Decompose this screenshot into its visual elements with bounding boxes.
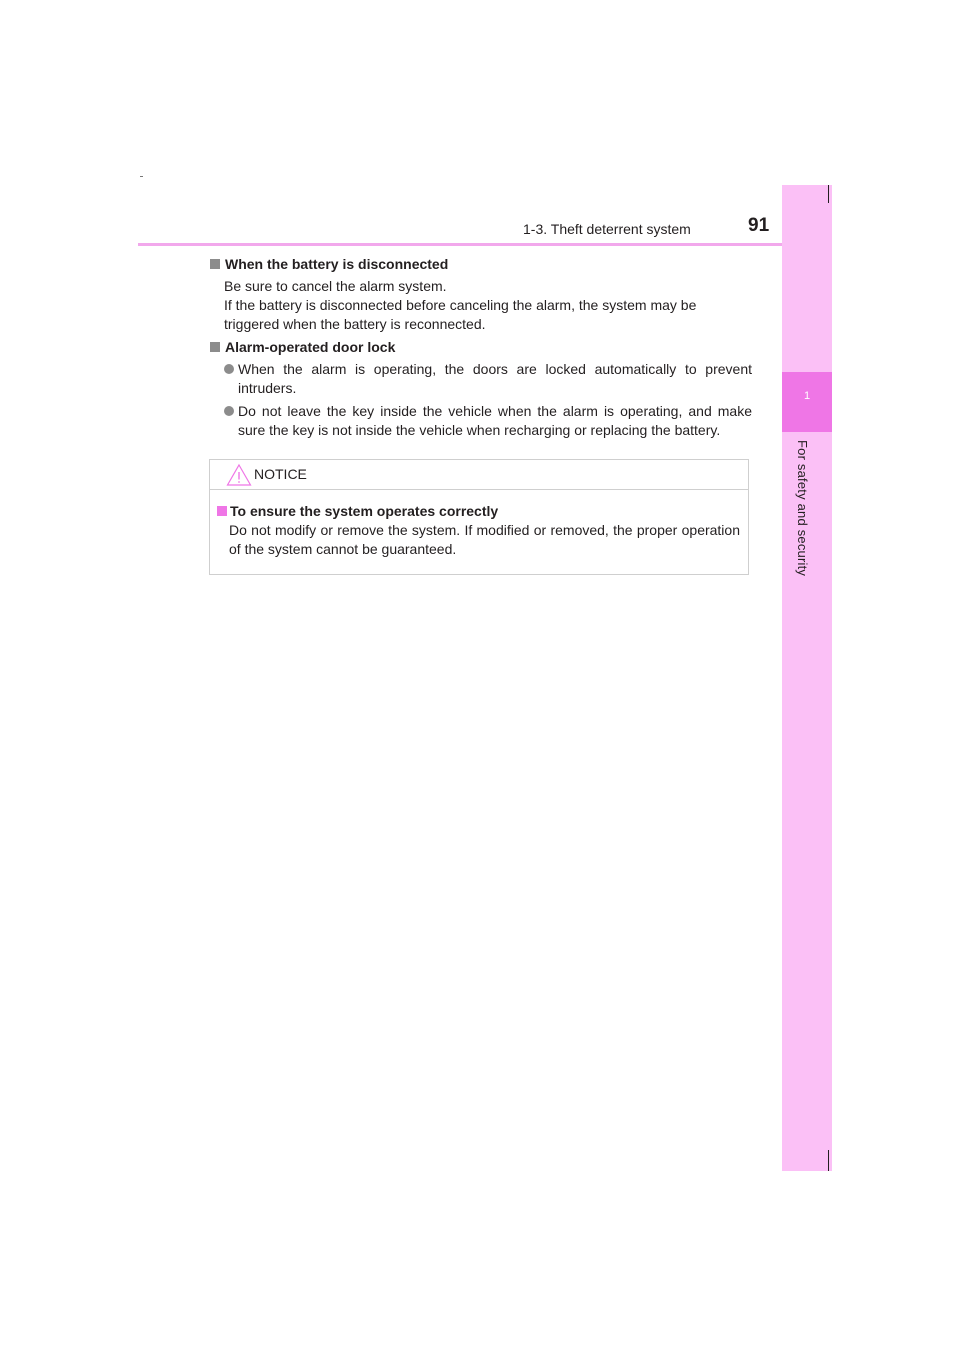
- main-content: [210, 255, 752, 440]
- paragraph: If the battery is disconnected before canceling the alarm, the system may be triggered when the battery is reconnected.: [224, 297, 697, 332]
- square-bullet-icon: [217, 506, 227, 516]
- square-bullet-icon: [210, 259, 220, 269]
- list-item: Do not leave the key inside the vehicle when the alarm is operating, and make sure the key is not inside the vehicle when recharging or replacing the battery.: [210, 402, 752, 440]
- chapter-label: For safety and security: [795, 440, 810, 577]
- crop-mark: [828, 1150, 829, 1171]
- notice-title: NOTICE: [254, 466, 307, 482]
- chapter-active-marker: [782, 372, 832, 432]
- list-item: When the alarm is operating, the doors are locked automatically to prevent intruders.: [210, 360, 752, 398]
- section-title: 1-3. Theft deterrent system: [523, 221, 691, 237]
- notice-heading: To ensure the system operates correctly: [217, 502, 740, 521]
- round-bullet-icon: [224, 406, 234, 416]
- section-heading: Alarm-operated door lock: [210, 338, 752, 357]
- round-bullet-icon: [224, 364, 234, 374]
- warning-triangle-icon: [226, 463, 252, 487]
- notice-header: [210, 460, 748, 490]
- notice-text: Do not modify or remove the system. If modified or removed, the proper operation of the system cannot be guaranteed.: [229, 522, 740, 557]
- paragraph: Be sure to cancel the alarm system.: [224, 278, 447, 294]
- chapter-side-tab: [782, 185, 832, 1171]
- corner-mark: [140, 176, 143, 177]
- section-heading: When the battery is disconnected: [210, 255, 752, 274]
- notice-body: [217, 502, 740, 559]
- square-bullet-icon: [210, 342, 220, 352]
- header-rule: [138, 243, 832, 246]
- notice-box: [209, 459, 749, 575]
- page-number: 91: [748, 215, 770, 236]
- chapter-number: 1: [803, 390, 811, 402]
- crop-mark: [828, 185, 829, 203]
